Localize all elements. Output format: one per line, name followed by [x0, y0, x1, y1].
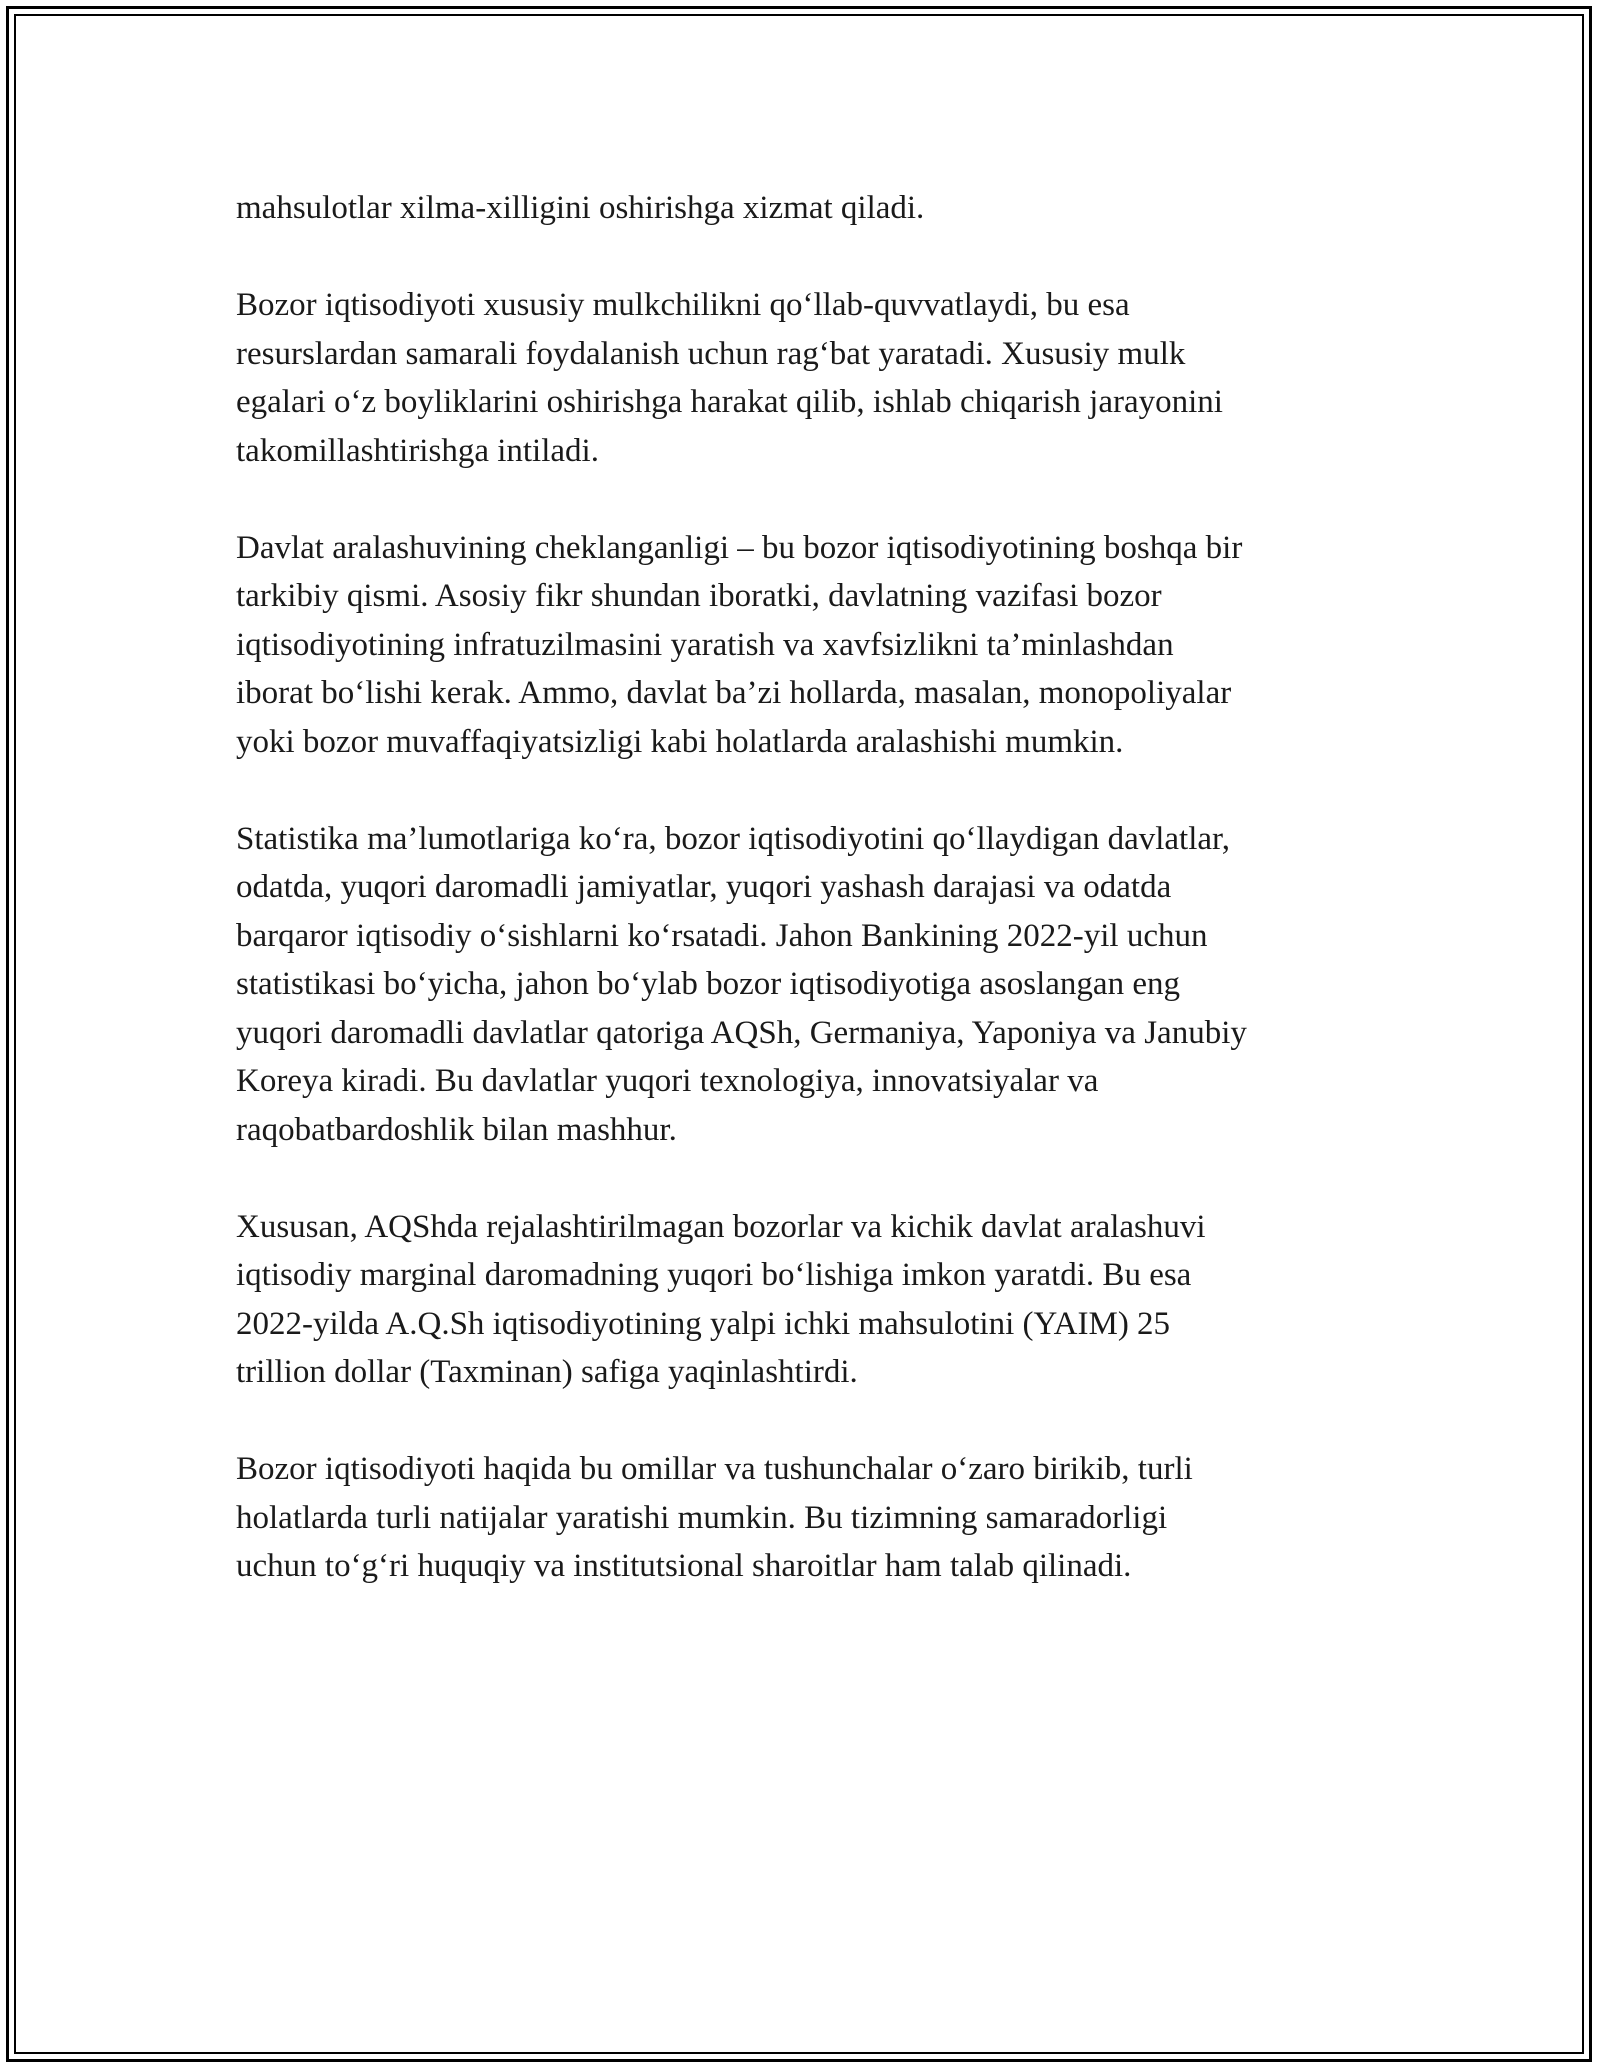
text-line: iborat bo‘lishi kerak. Ammo, davlat ba’zi hollarda, masalan, monopoliyalar — [236, 675, 1232, 711]
text-line: barqaror iqtisodiy o‘sishlarni ko‘rsatadi. Jahon Bankining 2022-yil uchun — [236, 917, 1208, 954]
text-line: Bozor iqtisodiyoti haqida bu omillar va tushunchalar o‘zaro birikib, turli — [236, 1451, 1193, 1487]
text-line: yoki bozor muvaffaqiyatsizligi kabi holatlarda aralashishi mumkin. — [236, 723, 1124, 760]
paragraph — [236, 184, 1396, 233]
text-line: Koreya kiradi. Bu davlatlar yuqori texnologiya, innovatsiyalar va — [236, 1063, 1099, 1099]
text-line: mahsulotlar xilma-xilligini oshirishga xizmat qiladi. — [236, 190, 925, 226]
text-line: takomillashtirishga intiladi. — [236, 432, 599, 469]
text-line: odatda, yuqori daromadli jamiyatlar, yuqori yashash darajasi va odatda — [236, 869, 1172, 905]
text-line: yuqori daromadli davlatlar qatoriga AQSh, Germaniya, Yaponiya va Janubiy — [236, 1014, 1247, 1051]
text-line: resurslardan samarali foydalanish uchun rag‘bat yaratadi. Xususiy mulk — [236, 335, 1186, 372]
text-line: Xususan, AQShda rejalashtirilmagan bozorlar va kichik davlat aralashuvi — [236, 1208, 1206, 1245]
text-line: Bozor iqtisodiyoti xususiy mulkchilikni qo‘llab-quvvatlaydi, bu esa — [236, 287, 1130, 323]
text-line: Davlat aralashuvining cheklanganligi – bu bozor iqtisodiyotining boshqa bir — [236, 529, 1243, 566]
text-line: trillion dollar (Taxminan) safiga yaqinlashtirdi. — [236, 1354, 858, 1390]
text-line: uchun to‘g‘ri huquqiy va institutsional sharoitlar ham talab qilinadi. — [236, 1548, 1132, 1584]
text-line: iqtisodiyotining infratuzilmasini yaratish va xavfsizlikni ta’minlashdan — [236, 626, 1174, 663]
text-line: tarkibiy qismi. Asosiy fikr shundan iboratki, davlatning vazifasi bozor — [236, 578, 1162, 614]
document-body — [236, 184, 1396, 1639]
text-line: iqtisodiy marginal daromadning yuqori bo‘lishiga imkon yaratdi. Bu esa — [236, 1257, 1192, 1293]
paragraph — [236, 1445, 1396, 1591]
paragraph — [236, 281, 1396, 475]
paragraph — [236, 815, 1396, 1155]
text-line: egalari o‘z boyliklarini oshirishga harakat qilib, ishlab chiqarish jarayonini — [236, 384, 1223, 420]
text-line: raqobatbardoshlik bilan mashhur. — [236, 1111, 677, 1148]
paragraph — [236, 1203, 1396, 1397]
text-line: holatlarda turli natijalar yaratishi mumkin. Bu tizimning samaradorligi — [236, 1499, 1168, 1536]
text-line: statistikasi bo‘yicha, jahon bo‘ylab bozor iqtisodiyotiga asoslangan eng — [236, 966, 1180, 1002]
text-line: Statistika ma’lumotlariga ko‘ra, bozor iqtisodiyotini qo‘llaydigan davlatlar, — [236, 820, 1230, 857]
text-line: 2022-yilda A.Q.Sh iqtisodiyotining yalpi ichki mahsulotini (YAIM) 25 — [236, 1305, 1171, 1342]
paragraph — [236, 524, 1396, 767]
